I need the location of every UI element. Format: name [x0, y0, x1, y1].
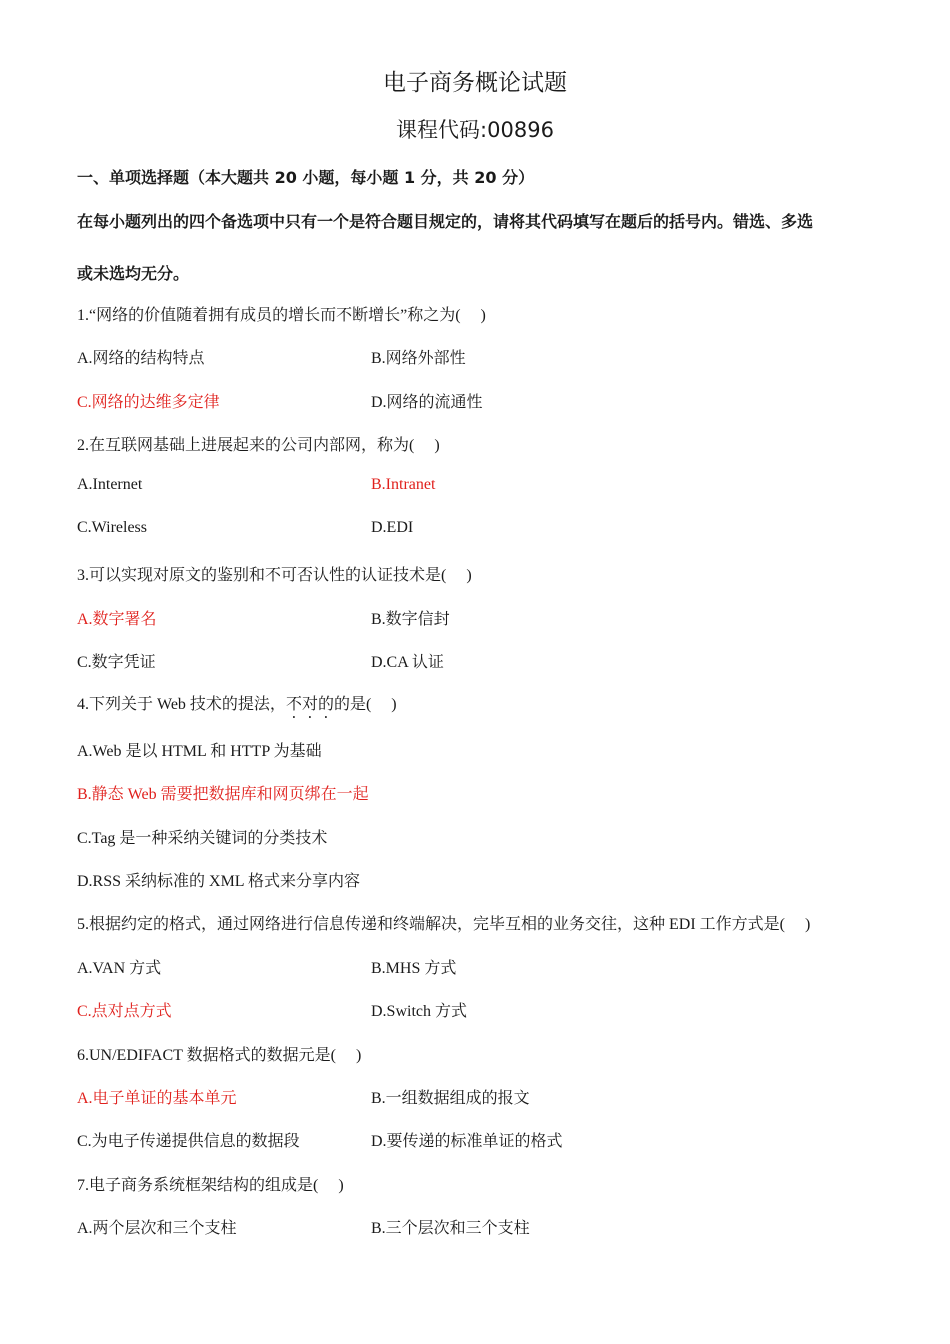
question-stem [77, 691, 397, 722]
question-stem-end: 的是( ) [333, 696, 397, 713]
option-c: C.数字凭证 [77, 654, 156, 671]
question-stem: 2.在互联网基础上进展起来的公司内部网，称为( ) [77, 437, 440, 454]
option-d: D.Switch 方式 [371, 1003, 468, 1020]
option-b-answer: B.静态 Web 需要把数据库和网页绑在一起 [77, 786, 369, 803]
section-instruction-line2: 或未选均无分。 [77, 264, 190, 283]
question-stem-start: 4.下列关于 Web 技术的提法， [77, 696, 286, 713]
section-heading: 一、单项选择题（本大题共 20 小题，每小题 1 分，共 20 分） [77, 168, 535, 187]
option-a: A.网络的结构特点 [77, 350, 205, 367]
option-a-answer: A.电子单证的基本单元 [77, 1090, 237, 1107]
option-a: A.Internet [77, 476, 143, 493]
option-b: B.一组数据组成的报文 [371, 1090, 530, 1107]
course-code: 课程代码:00896 [396, 118, 554, 142]
option-a-answer: A.数字署名 [77, 611, 157, 628]
option-d: D.CA 认证 [371, 654, 444, 671]
section-instruction-line1: 在每小题列出的四个备选项中只有一个是符合题目规定的，请将其代码填写在题后的括号内。错选、多选 [77, 212, 814, 231]
option-d: D.要传递的标准单证的格式 [371, 1133, 563, 1150]
option-a: A.两个层次和三个支柱 [77, 1220, 237, 1237]
option-b: B.数字信封 [371, 611, 450, 628]
option-a: A.VAN 方式 [77, 960, 162, 977]
option-b: B.网络外部性 [371, 350, 466, 367]
option-b-answer: B.Intranet [371, 476, 436, 493]
option-d: D.EDI [371, 519, 414, 536]
option-d: D.网络的流通性 [371, 394, 483, 411]
option-d: D.RSS 采纳标准的 XML 格式来分享内容 [77, 873, 360, 890]
document-title: 电子商务概论试题 [383, 70, 567, 96]
option-c-answer: C.网络的达维多定律 [77, 394, 220, 411]
option-c: C.Tag 是一种采纳关键词的分类技术 [77, 830, 328, 847]
question-stem: 5.根据约定的格式，通过网络进行信息传递和终端解决，完毕互相的业务交往，这种 EDI 工作方式是( ) [77, 916, 811, 933]
option-a: A.Web 是以 HTML 和 HTTP 为基础 [77, 743, 322, 760]
option-c: C.为电子传递提供信息的数据段 [77, 1133, 300, 1150]
question-stem: 7.电子商务系统框架结构的组成是( ) [77, 1177, 344, 1194]
question-stem: 1.“网络的价值随着拥有成员的增长而不断增长”称之为( ) [77, 307, 486, 324]
option-b: B.三个层次和三个支柱 [371, 1220, 530, 1237]
option-c: C.Wireless [77, 519, 148, 536]
option-c-answer: C.点对点方式 [77, 1003, 172, 1020]
question-stem: 6.UN/EDIFACT 数据格式的数据元是( ) [77, 1047, 362, 1064]
option-b: B.MHS 方式 [371, 960, 457, 977]
question-stem: 3.可以实现对原文的鉴别和不可否认性的认证技术是( ) [77, 567, 472, 584]
emphasized-negation: 不对的 [285, 696, 334, 713]
